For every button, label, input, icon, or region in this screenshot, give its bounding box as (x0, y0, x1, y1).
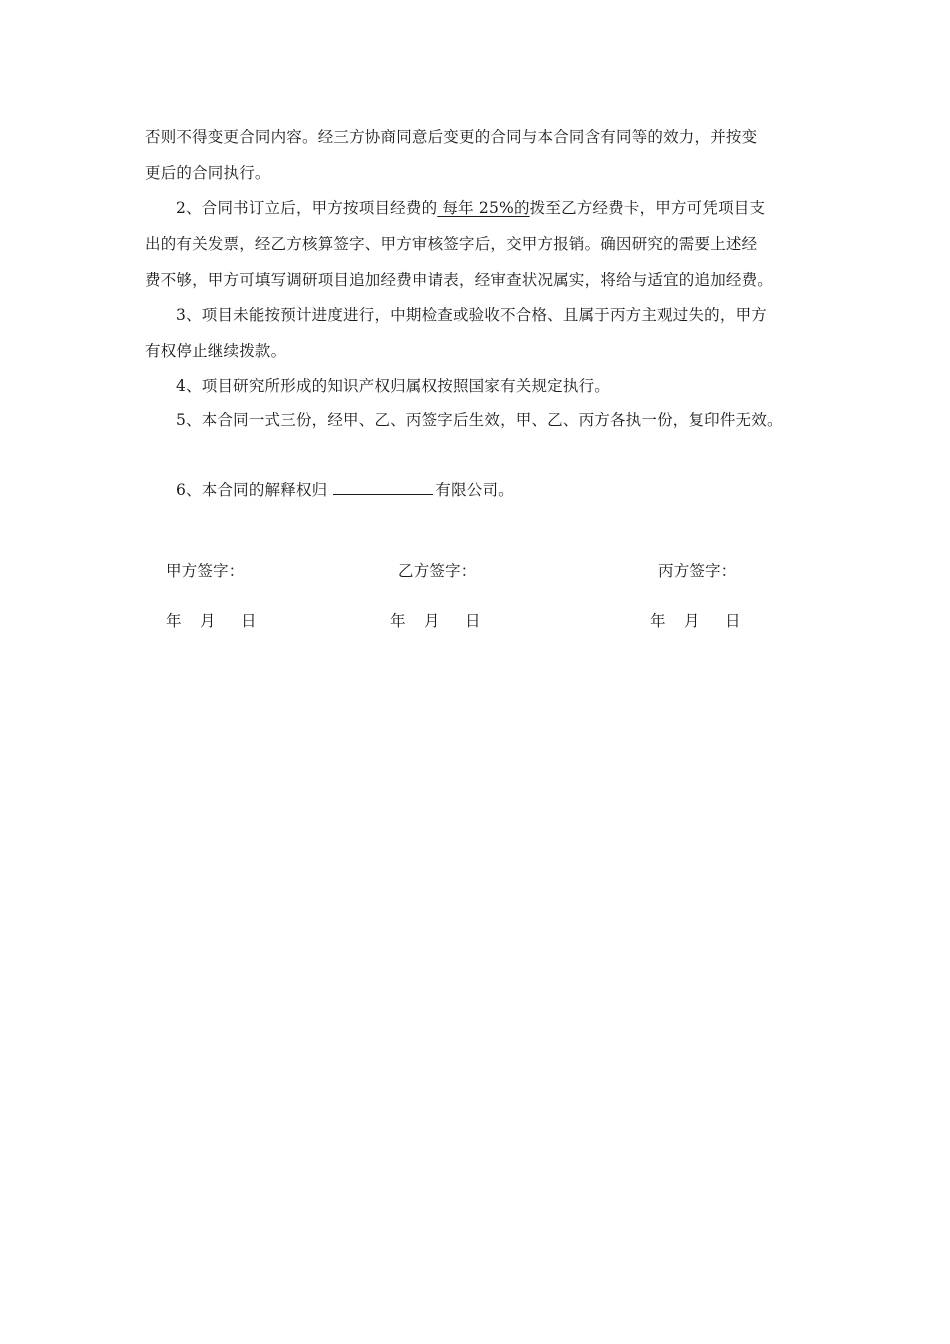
party-b-month: 月 (424, 612, 440, 630)
party-c-signature-label: 丙方签字： (658, 562, 737, 580)
party-c-year: 年 (650, 612, 666, 630)
party-a-month: 月 (200, 612, 216, 630)
paragraph-3-line-2: 有权停止继续拨款。 (145, 342, 287, 360)
paragraph-5-line-1: 5、本合同一式三份，经甲、乙、丙签字后生效，甲、乙、丙方各执一份，复印件无效。 (176, 411, 783, 429)
paragraph-6-text-a: 6、本合同的解释权归 (176, 481, 328, 499)
paragraph-2-text-a: 2、合同书订立后，甲方按项目经费的 (176, 199, 438, 217)
party-b-signature-label: 乙方签字： (398, 562, 477, 580)
party-c-month: 月 (684, 612, 700, 630)
paragraph-3-line-1: 3、项目未能按预计进度进行，中期检查或验收不合格、且属于丙方主观过失的，甲方 (176, 306, 767, 324)
paragraph-1-line-1: 否则不得变更合同内容。经三方协商同意后变更的合同与本合同含有同等的效力，并按变 (145, 128, 758, 146)
paragraph-1-line-2: 更后的合同执行。 (145, 164, 271, 182)
paragraph-2-line-1 (176, 198, 765, 218)
party-b-day: 日 (465, 612, 481, 630)
paragraph-6-line-1 (176, 480, 514, 500)
paragraph-4-line-1: 4、项目研究所形成的知识产权归属权按照国家有关规定执行。 (176, 377, 610, 395)
party-a-day: 日 (241, 612, 257, 630)
party-a-year: 年 (166, 612, 182, 630)
paragraph-2-line-2: 出的有关发票，经乙方核算签字、甲方审核签字后，交甲方报销。确因研究的需要上述经 (145, 235, 758, 253)
paragraph-6-text-b: 有限公司。 (435, 481, 514, 499)
paragraph-2-underlined-amount: 每年 25%的 (437, 199, 530, 217)
party-b-year: 年 (390, 612, 406, 630)
company-name-blank (333, 480, 433, 495)
paragraph-2-text-b: 拨至乙方经费卡，甲方可凭项目支 (529, 199, 766, 217)
party-a-signature-label: 甲方签字： (166, 562, 245, 580)
party-c-day: 日 (725, 612, 741, 630)
paragraph-2-line-3: 费不够，甲方可填写调研项目追加经费申请表，经审查状况属实，将给与适宜的追加经费。 (145, 271, 774, 289)
